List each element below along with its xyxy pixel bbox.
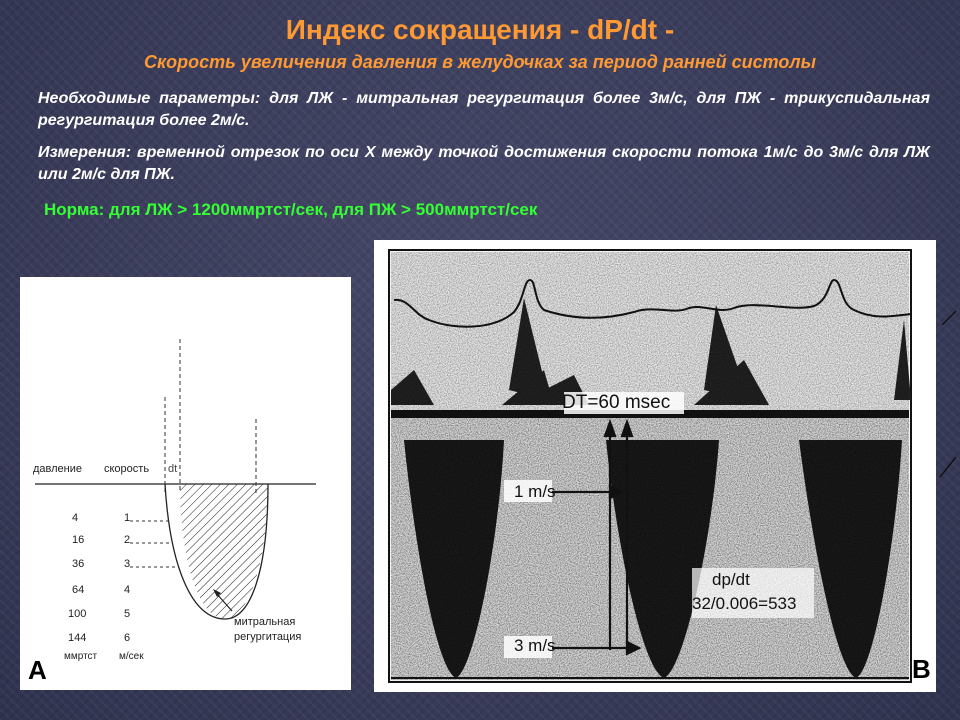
pressure-value: 64	[72, 584, 85, 596]
dpdt-label: dp/dt	[712, 570, 750, 589]
velocity-value: 2	[124, 534, 131, 546]
pressure-value: 144	[68, 632, 87, 644]
pressure-value: 16	[72, 534, 85, 546]
pressure-value: 100	[68, 608, 87, 620]
velocity-1ms-label: 1 m/s	[514, 482, 556, 501]
params-paragraph: Необходимые параметры: для ЛЖ - митральная регургитация более 3м/с, для ПЖ - трикуспидальная регургитация более 2м/с.	[38, 90, 930, 129]
figure-a	[20, 277, 351, 690]
dt-measurement: DT=60 msec	[562, 392, 671, 413]
slide-subtitle: Скорость увеличения давления в желудочках за период ранней систолы	[144, 52, 816, 72]
velocity-3ms-label: 3 m/s	[514, 636, 556, 655]
panel-a-label: A	[28, 655, 47, 685]
figure-b	[374, 240, 936, 692]
pressure-unit: ммртст	[64, 651, 98, 662]
velocity-value: 1	[124, 512, 131, 524]
velocity-value: 6	[124, 632, 131, 644]
annotation-line1: митральная	[234, 616, 296, 628]
dpdt-formula: 32/0.006=533	[692, 594, 797, 613]
velocity-value: 5	[124, 608, 131, 620]
slide-title: Индекс сокращения - dP/dt -	[285, 14, 675, 45]
figure-a-diagram	[20, 277, 351, 690]
dt-label: dt	[168, 463, 178, 475]
annotation-line2: регургитация	[234, 631, 302, 643]
edge-decor	[938, 305, 960, 495]
panel-b-label: B	[912, 654, 931, 684]
velocity-header: скорость	[104, 463, 150, 475]
velocity-value: 4	[124, 584, 131, 596]
pressure-value: 36	[72, 558, 85, 570]
measure-paragraph: Измерения: временной отрезок по оси X между точкой достижения скорости потока 1м/с до 3м/с для ЛЖ или 2м/с для ПЖ.	[38, 144, 931, 183]
norm-text: Норма: для ЛЖ > 1200ммртст/сек, для ПЖ > 500ммртст/сек	[44, 200, 538, 219]
pressure-value: 4	[72, 512, 79, 524]
pressure-header: давление	[33, 463, 83, 475]
velocity-unit: м/сек	[119, 651, 144, 662]
velocity-value: 3	[124, 558, 131, 570]
doppler-image	[374, 240, 936, 692]
